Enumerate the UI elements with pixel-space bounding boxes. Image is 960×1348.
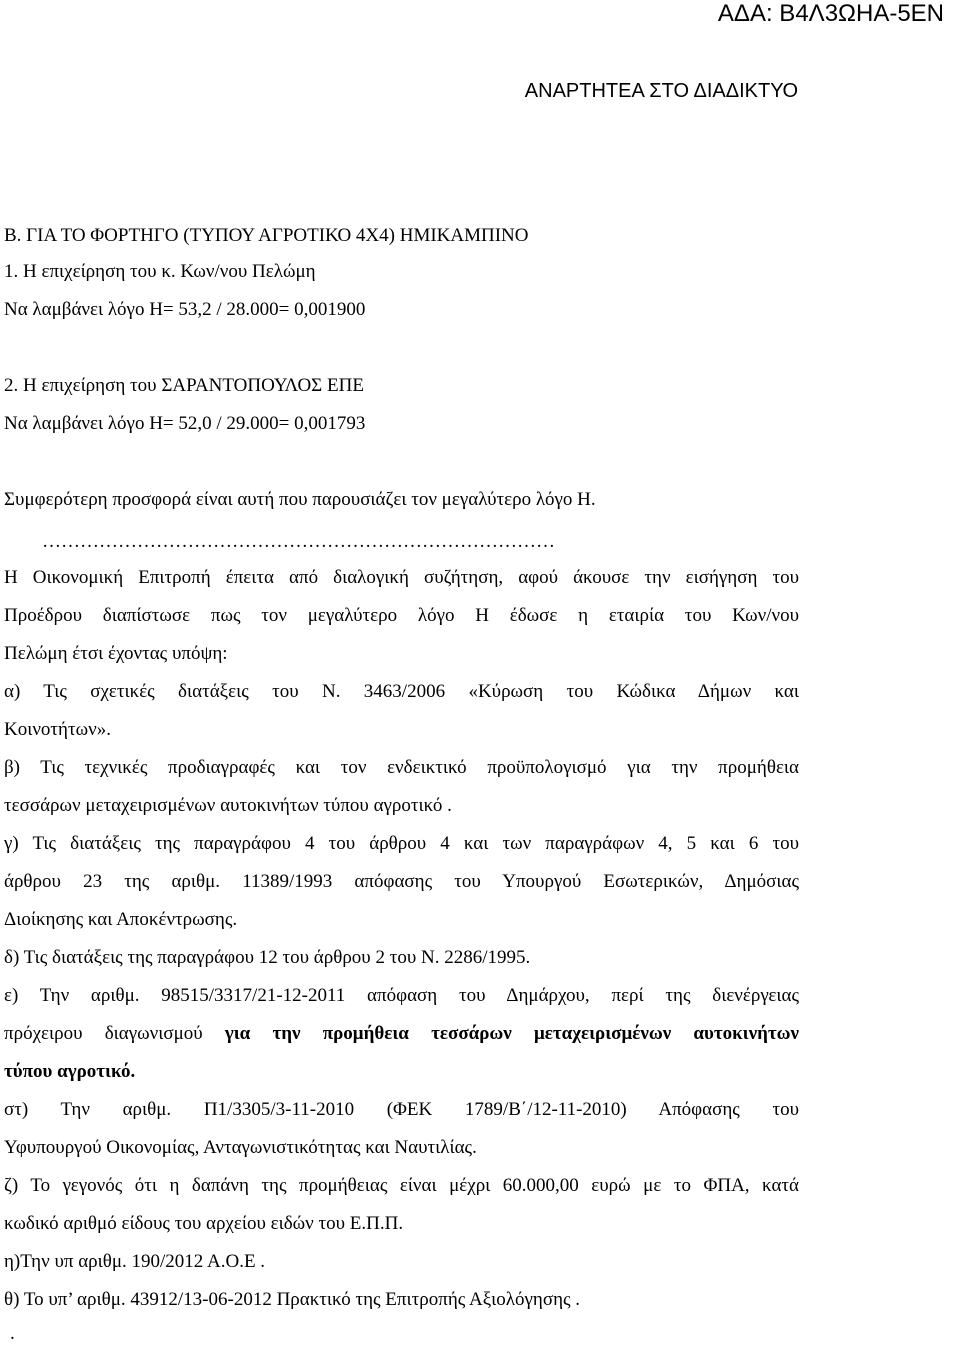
offer1-company: 1. Η επιχείρηση του κ. Κων/νου Πελώμη xyxy=(4,261,316,282)
item-st-line2: Υφυπουργού Οικονομίας, Ανταγωνιστικότητας και Ναυτιλίας. xyxy=(4,1137,477,1158)
item-b-line1: β) Τις τεχνικές προδιαγραφές και τον ενδεικτικό προϋπολογισμό για την προμήθεια xyxy=(4,757,799,778)
best-offer-note: Συμφερότερη προσφορά είναι αυτή που παρουσιάζει τον μεγαλύτερο λόγο Η. xyxy=(4,489,596,510)
item-a-line1: α) Τις σχετικές διατάξεις του Ν. 3463/2006 «Κύρωση του Κώδικα Δήμων και xyxy=(4,681,799,702)
item-a-line2: Κοινοτήτων». xyxy=(4,719,111,740)
item-z-line2: κωδικό αριθμό είδους του αρχείου ειδών του Ε.Π.Π. xyxy=(4,1213,404,1234)
trailing-dot: . xyxy=(10,1323,15,1344)
item-c-line1: γ) Τις διατάξεις της παραγράφου 4 του άρθρου 4 και των παραγράφων 4, 5 και 6 του xyxy=(4,833,799,854)
item-z-line1: ζ) Το γεγονός ότι η δαπάνη της προμήθειας είναι μέχρι 60.000,00 ευρώ με το ΦΠΑ, κατά xyxy=(4,1175,799,1196)
item-h-line1: η)Την υπ αριθμ. 190/2012 Α.Ο.Ε . xyxy=(4,1251,266,1272)
item-e-line2 xyxy=(4,1022,799,1046)
item-e-line3 xyxy=(4,1060,135,1084)
section-b-title: Β. ΓΙΑ ΤΟ ΦΟΡΤΗΓΟ (ΤΥΠΟΥ ΑΓΡΟΤΙΚΟ 4Χ4) ΗΜΙΚΑΜΠΙΝΟ xyxy=(4,225,529,246)
para1-line3: Πελώμη έτσι έχοντας υπόψη: xyxy=(4,643,228,664)
item-d-line1: δ) Τις διατάξεις της παραγράφου 12 του άρθρου 2 του Ν. 2286/1995. xyxy=(4,947,531,968)
item-st-line1: στ) Την αριθμ. Π1/3305/3-11-2010 (ΦΕΚ 1789/Β΄/12-11-2010) Απόφασης του xyxy=(4,1099,799,1120)
item-b-line2: τεσσάρων μεταχειρισμένων αυτοκινήτων τύπου αγροτικό . xyxy=(4,795,452,816)
item-c-line2: άρθρου 23 της αριθμ. 11389/1993 απόφασης του Υπουργού Εσωτερικών, Δημόσιας xyxy=(4,871,799,892)
offer1-ratio: Να λαμβάνει λόγο Η= 53,2 / 28.000= 0,001900 xyxy=(4,299,366,320)
para1-line2: Προέδρου διαπίστωσε πως τον μεγαλύτερο λόγο Η έδωσε η εταιρία του Κων/νου xyxy=(4,605,799,626)
para1-line1: Η Οικονομική Επιτροπή έπειτα από διαλογική συζήτηση, αφού άκουσε την εισήγηση του xyxy=(4,567,799,588)
item-e-line3-bold: τύπου αγροτικό. xyxy=(4,1061,136,1082)
item-e-line2-bold: για την προμήθεια τεσσάρων μεταχειρισμένων αυτοκινήτων xyxy=(224,1023,799,1044)
item-c-line3: Διοίκησης και Αποκέντρωσης. xyxy=(4,909,238,930)
separator-dots: ……………………………………………………………………… xyxy=(42,531,555,552)
offer2-ratio: Να λαμβάνει λόγο Η= 52,0 / 29.000= 0,001793 xyxy=(4,413,366,434)
item-e-line1: ε) Την αριθμ. 98515/3317/21-12-2011 απόφαση του Δημάρχου, περί της διενέργειας xyxy=(4,985,799,1006)
ada-code: ΑΔΑ: Β4Λ3ΩΗΑ-5ΕΝ xyxy=(717,0,944,27)
item-th-line1: θ) Το υπ’ αριθμ. 43912/13-06-2012 Πρακτικό της Επιτροπής Αξιολόγησης . xyxy=(4,1289,581,1310)
item-e-line2-normal: πρόχειρου διαγωνισμού xyxy=(4,1023,225,1044)
posting-note: ΑΝΑΡΤΗΤΕΑ ΣΤΟ ΔΙΑΔΙΚΤΥΟ xyxy=(524,80,798,102)
offer2-company: 2. Η επιχείρηση του ΣΑΡΑΝΤΟΠΟΥΛΟΣ ΕΠΕ xyxy=(4,375,364,396)
